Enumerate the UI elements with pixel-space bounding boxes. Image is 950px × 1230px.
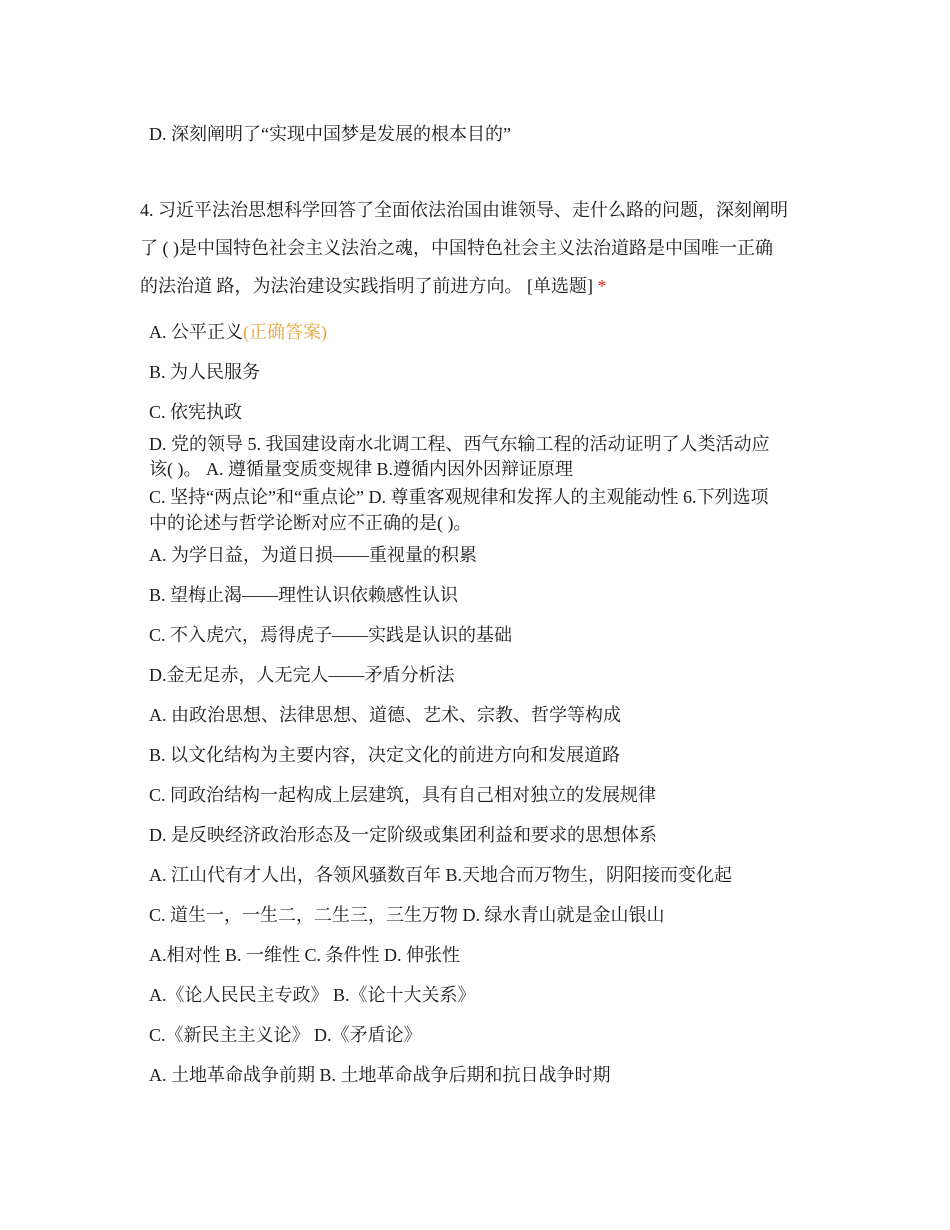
option-line: A. 为学日益，为道日损——重视量的积累: [149, 545, 477, 565]
required-asterisk: *: [597, 276, 607, 296]
option-line: A.相对性 B. 一维性 C. 条件性 D. 伸张性: [149, 945, 461, 965]
option-line: A. 由政治思想、法律思想、道德、艺术、宗教、哲学等构成: [149, 705, 621, 725]
option-line: A. 土地革命战争前期 B. 土地革命战争后期和抗日战争时期: [149, 1065, 611, 1085]
question-4-option-a[interactable]: [149, 320, 327, 344]
question-4-text-line-3: [140, 274, 607, 298]
option-line: C. 同政治结构一起构成上层建筑，具有自己相对独立的发展规律: [149, 785, 657, 805]
merged-text-line-2: 该( )。 A. 遵循量变质变规律 B.遵循内因外因辩证原理: [149, 459, 573, 479]
option-line: A. 江山代有才人出，各领风骚数百年 B.天地合而万物生，阴阳接而变化起: [149, 865, 733, 885]
merged-text-line-3: C. 坚持“两点论”和“重点论” D. 尊重客观规律和发挥人的主观能动性 6.下列选项: [149, 487, 769, 507]
option-line: C.《新民主主义论》 D.《矛盾论》: [149, 1025, 422, 1045]
merged-text-line-1: D. 党的领导 5. 我国建设南水北调工程、西气东输工程的活动证明了人类活动应: [149, 434, 770, 454]
correct-answer-label: (正确答案): [243, 322, 327, 342]
question-4-option-c[interactable]: C. 依宪执政: [149, 402, 243, 422]
option-line: D.金无足赤，人无完人——矛盾分析法: [149, 665, 455, 685]
question-4-text-line-1: 4. 习近平法治思想科学回答了全面依法治国由谁领导、走什么路的问题，深刻阐明: [140, 200, 788, 220]
question-4-text-tail: 的法治道 路，为法治建设实践指明了前进方向。 [单选题]: [140, 276, 593, 296]
previous-question-option-d: D. 深刻阐明了“实现中国梦是发展的根本目的”: [149, 124, 511, 144]
question-4-option-b[interactable]: B. 为人民服务: [149, 362, 261, 382]
option-line: B. 望梅止渴——理性认识依赖感性认识: [149, 585, 459, 605]
question-4-text-line-2: 了 ( )是中国特色社会主义法治之魂，中国特色社会主义法治道路是中国唯一正确: [140, 238, 773, 258]
option-line: D. 是反映经济政治形态及一定阶级或集团利益和要求的思想体系: [149, 825, 657, 845]
option-line: B. 以文化结构为主要内容，决定文化的前进方向和发展道路: [149, 745, 621, 765]
option-line: C. 道生一，一生二，二生三，三生万物 D. 绿水青山就是金山银山: [149, 905, 665, 925]
option-a-label: A. 公平正义: [149, 322, 243, 342]
option-line: A.《论人民民主专政》 B.《论十大关系》: [149, 985, 476, 1005]
option-line: C. 不入虎穴，焉得虎子——实践是认识的基础: [149, 625, 513, 645]
merged-text-line-4: 中的论述与哲学论断对应不正确的是( )。: [149, 513, 472, 533]
